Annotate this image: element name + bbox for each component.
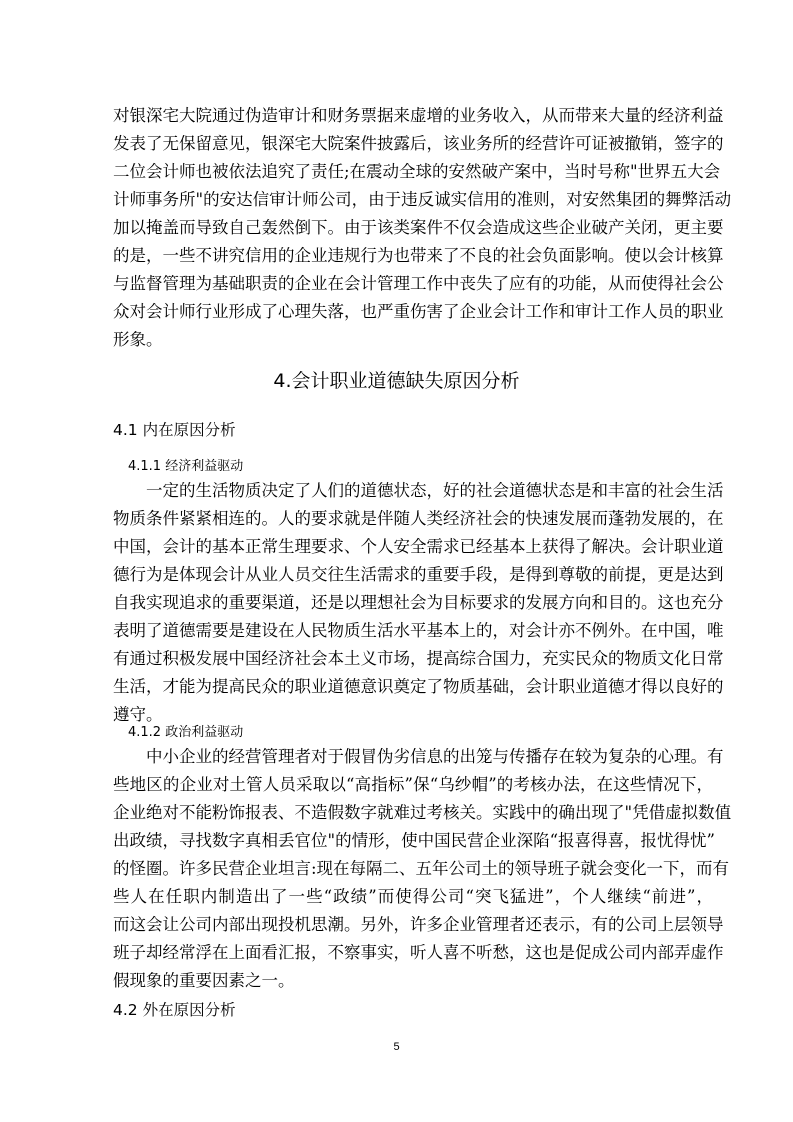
paragraph-line: 表明了道德需要是建设在人民物质生活水平基本上的，对会计亦不例外。在中国，唯 <box>113 621 724 640</box>
paragraph-line: 假现象的重要因素之一。 <box>113 971 295 990</box>
paragraph-line: 而这会让公司内部出现投机思潮。另外，许多企业管理者还表示，有的公司上层领导 <box>113 915 724 934</box>
paragraph-line: 形象。 <box>113 330 163 349</box>
paragraph-line: 与监督管理为基础职责的企业在会计管理工作中丧失了应有的功能，从而使得社会公 <box>113 274 724 293</box>
subsection-heading: 4.2 外在原因分析 <box>113 1001 236 1019</box>
paragraph-line: 中小企业的经营管理者对于假冒伪劣信息的出笼与传播存在较为复杂的心理。有 <box>146 747 724 766</box>
page-number: 5 <box>393 1041 400 1053</box>
paragraph-line: 对银深宅大院通过伪造审计和财务票据来虚增的业务收入，从而带来大量的经济利益 <box>113 106 724 125</box>
paragraph-line: 加以掩盖而导致自己轰然倒下。由于该类案件不仅会造成这些企业破产关闭，更主要 <box>113 218 724 237</box>
paragraph-line: 生活，才能为提高民众的职业道德意识奠定了物质基础，会计职业道德才得以良好的 <box>113 677 724 696</box>
paragraph-line: 德行为是体现会计从业人员交往生活需求的重要手段，是得到尊敬的前提，更是达到 <box>113 565 724 584</box>
paragraph-line: 的怪圈。许多民营企业坦言:现在每隔二、五年公司土的领导班子就会变化一下，而有 <box>113 859 730 878</box>
paragraph-line: 企业绝对不能粉饰报表、不造假数字就难过考核关。实践中的确出现了"凭借虚拟数值 <box>113 803 732 822</box>
paragraph-line: 些人在任职内制造出了一些“政绩”而使得公司“突飞猛进”，个人继续“前进”， <box>113 887 713 906</box>
paragraph-line: 众对会计师行业形成了心理失落，也严重伤害了企业会计工作和审计工作人员的职业 <box>113 302 724 321</box>
section-heading: 4.会计职业道德缺失原因分析 <box>273 370 520 392</box>
paragraph-line: 计师事务所"的安达信审计师公司，由于违反诚实信用的准则，对安然集团的舞弊活动 <box>113 190 732 209</box>
paragraph-line: 发表了无保留意见，银深宅大院案件披露后，该业务所的经营许可证被撤销，签字的 <box>113 134 724 153</box>
subsubsection-heading: 4.1.2 政治利益驱动 <box>128 725 244 740</box>
paragraph-line: 中国，会计的基本正常生理要求、个人安全需求已经基本上获得了解决。会计职业道 <box>113 537 724 556</box>
paragraph-line: 些地区的企业对土管人员采取以“高指标”保“乌纱帽”的考核办法，在这些情况下， <box>113 775 713 794</box>
paragraph-line: 出政绩，寻找数字真相丢官位"的情形，使中国民营企业深陷“报喜得喜，报忧得忧” <box>113 831 715 850</box>
paragraph-line: 遵守。 <box>113 705 163 724</box>
subsection-heading: 4.1 内在原因分析 <box>113 421 236 439</box>
paragraph-line: 二位会计师也被依法追究了责任;在震动全球的安然破产案中，当时号称"世界五大会 <box>113 162 721 181</box>
paragraph-line: 自我实现追求的重要渠道，还是以理想社会为目标要求的发展方向和目的。这也充分 <box>113 593 724 612</box>
paragraph-line: 一定的生活物质决定了人们的道德状态，好的社会道德状态是和丰富的社会生活 <box>146 481 724 500</box>
subsubsection-heading: 4.1.1 经济利益驱动 <box>128 459 244 474</box>
paragraph-line: 有通过积极发展中国经济社会本土义市场，提高综合国力，充实民众的物质文化日常 <box>113 649 724 668</box>
paragraph-line: 的是，一些不讲究信用的企业违规行为也带来了不良的社会负面影响。使以会计核算 <box>113 246 724 265</box>
paragraph-line: 班子却经常浮在上面看汇报，不察事实，听人喜不听愁，这也是促成公司内部弄虚作 <box>113 943 724 962</box>
paragraph-line: 物质条件紧紧相连的。人的要求就是伴随人类经济社会的快速发展而蓬勃发展的，在 <box>113 509 724 528</box>
